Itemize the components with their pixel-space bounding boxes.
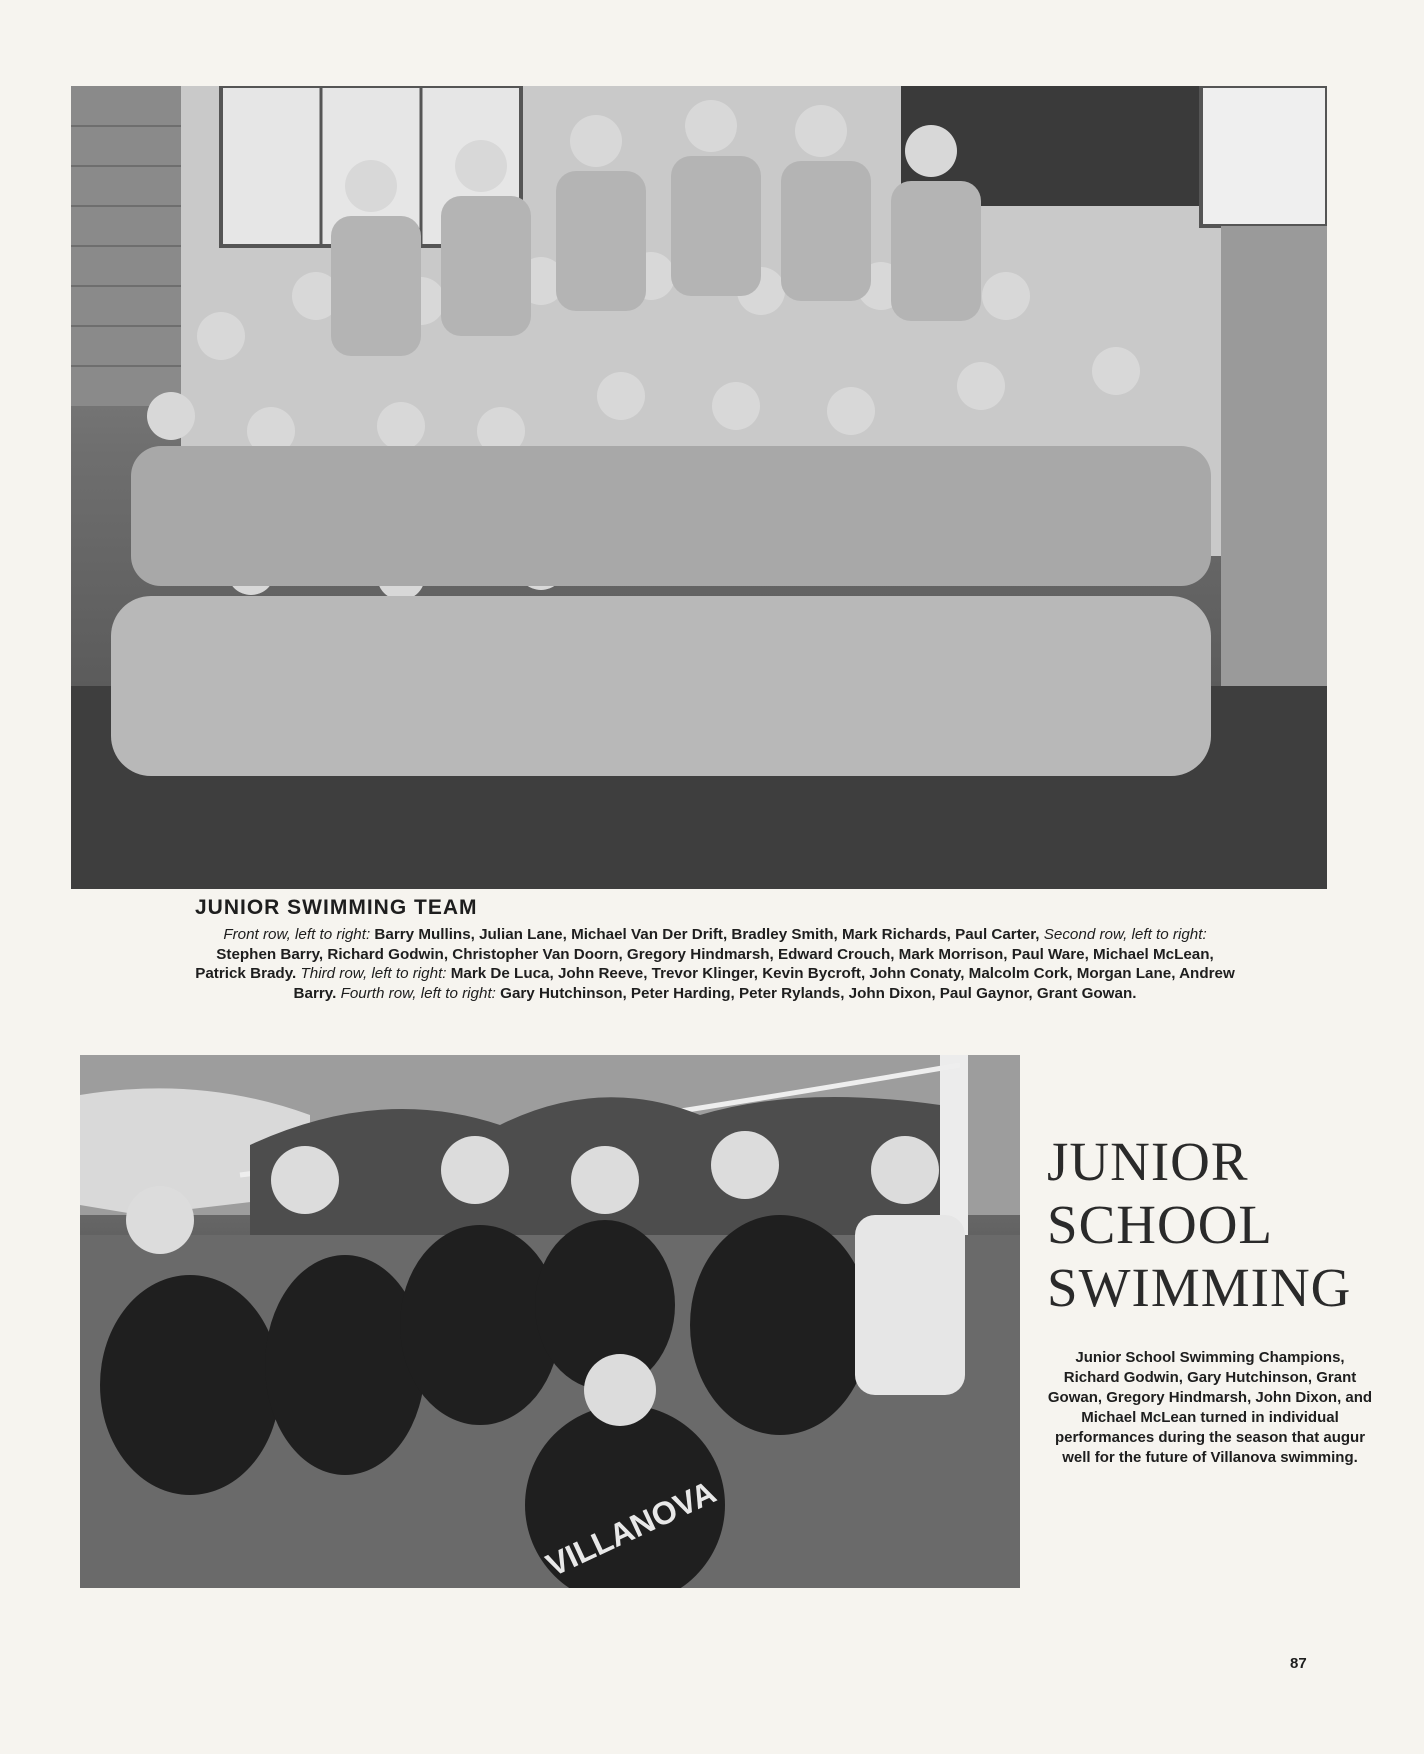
second-row-label: Second row, left to right:: [1043, 926, 1207, 943]
champions-description: Junior School Swimming Champions, Richard Godwin, Gary Hutchinson, Grant Gowan, Gregory Hindmarsh, John Dixon, and Michael McLean turned in individual performances during the season that augur well for the future of Villanova swimming.: [1047, 1349, 1373, 1466]
page-number: 87: [1290, 1655, 1307, 1672]
team-caption: [195, 896, 1235, 1003]
team-caption-title: JUNIOR SWIMMING TEAM: [195, 896, 478, 919]
heading-line-junior: JUNIOR: [1047, 1131, 1249, 1192]
heading-line-school: SCHOOL: [1047, 1194, 1274, 1255]
junior-champions-photo: [80, 1055, 1020, 1588]
fourth-row-label: Fourth row, left to right:: [340, 984, 496, 1002]
junior-swimming-team-photo: [71, 86, 1327, 889]
front-row-names: Barry Mullins, Julian Lane, Michael Van Der Drift, Bradley Smith, Mark Richards, Paul Carter,: [374, 926, 1040, 943]
fourth-row-names: Gary Hutchinson, Peter Harding, Peter Rylands, John Dixon, Paul Gaynor, Grant Gowan.: [500, 984, 1137, 1002]
third-row-label: Third row, left to right:: [300, 965, 447, 982]
section-heading: [1047, 1130, 1377, 1319]
jacket-lettering: VILLANOVA: [540, 1473, 722, 1584]
heading-line-swimming: SWIMMING: [1047, 1257, 1352, 1318]
third-row-names: Mark De Luca, John Reeve, Trevor Klinger, Kevin Bycroft, John Conaty, Malcolm Cork, Morgan Lane, Andrew Barry.: [293, 965, 1235, 1002]
front-row-label: Front row, left to right:: [223, 926, 371, 943]
team-caption-text: [195, 925, 1235, 1003]
second-row-names: Stephen Barry, Richard Godwin, Christopher Van Doorn, Gregory Hindmarsh, Edward Crouch, Mark Morrison, Paul Ware, Michael McLean, Patrick Brady.: [195, 945, 1214, 982]
